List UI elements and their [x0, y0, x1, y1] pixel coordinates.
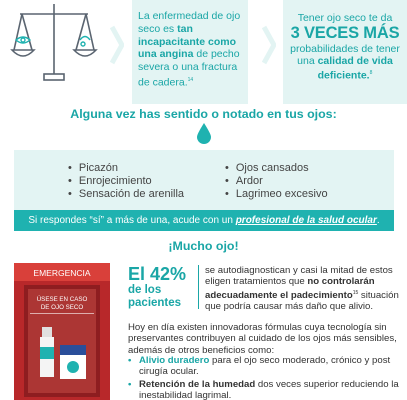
box2-text: Tener ojo seco te da: [297, 12, 393, 24]
benefit-title: Alivio duradero: [139, 355, 210, 366]
eye-professional-link[interactable]: profesional de la salud ocular: [235, 215, 377, 226]
symptom-item: • Lagrimeo excesivo: [225, 188, 328, 201]
stat-bold: no controlarán adecuadamente el padecimiento: [205, 276, 375, 301]
cabinet-line-1: ÚSESE EN CASO: [36, 296, 88, 303]
probability-info-box: [283, 0, 407, 104]
divider: [198, 265, 199, 309]
benefits-list: [128, 355, 404, 400]
advice-banner: [14, 210, 394, 231]
banner-text: Si respondes “sí” a más de una, acude con un: [28, 215, 236, 226]
cabinet-top-label: EMERGENCIA: [33, 268, 91, 278]
benefit-title: Retención de la humedad: [139, 378, 256, 390]
box1-bold: tan incapacitante como una angina: [138, 22, 237, 61]
emergency-cabinet-illustration: [14, 263, 110, 400]
cabinet-line-2: DE OJO SECO: [40, 304, 84, 311]
scale-icon: [10, 0, 98, 88]
stat-line-1: de los: [128, 284, 162, 296]
banner-period: .: [376, 215, 380, 226]
box2-highlight: 3 VECES MÁS: [290, 24, 400, 42]
box1-text-end: de pecho severa o una fractura de cadera.: [138, 48, 240, 89]
box1-text: La enfermedad de ojo seco es: [138, 10, 241, 35]
list-item: [128, 355, 404, 378]
formulas-paragraph: Hoy en día existen innovadoras fórmulas cuya tecnología sin preservantes contribuyen al cuidado de los ojos más sensibles, además de otros beneficios como:: [128, 322, 397, 356]
symptom-item: • Sensación de arenilla: [68, 188, 184, 201]
chevron-right-icon: [110, 25, 124, 65]
stat-ref: 15: [352, 289, 359, 296]
stat-text-end: situación que podría causar más daño que alivio.: [205, 289, 399, 313]
water-drop-icon: [196, 122, 212, 144]
incapacitating-info-box: [132, 0, 248, 104]
box2-text-mid: probabilidades de tener una: [290, 43, 400, 67]
symptom-item: • Enrojecimiento: [68, 175, 184, 188]
symptom-question: Alguna vez has sentido o notado en tus ojos:: [70, 107, 337, 121]
symptom-item: • Ardor: [225, 175, 328, 188]
benefit-text: dos veces superior reduciendo la inestabilidad lagrimal.: [139, 378, 399, 400]
symptom-item: • Ojos cansados: [225, 162, 328, 175]
box1-ref: 14: [187, 76, 194, 83]
patients-stat: [128, 264, 186, 310]
box2-ref: 8: [369, 70, 373, 76]
list-item: [128, 379, 404, 400]
stat-line-2: pacientes: [128, 297, 182, 309]
stat-description: [205, 265, 403, 312]
symptoms-list-left: [68, 162, 184, 202]
section-heading: ¡Mucho ojo!: [168, 239, 239, 253]
box2-bold: calidad de vida deficiente.: [317, 55, 393, 82]
stat-text: se autodiagnostican y casi la mitad de estos eligen tratamientos que: [205, 265, 393, 288]
chevron-right-icon: [262, 25, 276, 65]
symptoms-list-right: [225, 162, 328, 202]
stat-percentage: El 42%: [128, 264, 187, 284]
symptom-item: • Picazón: [68, 162, 184, 175]
benefit-text: para el ojo seco moderado, crónico y post cirugía ocular.: [139, 355, 391, 378]
